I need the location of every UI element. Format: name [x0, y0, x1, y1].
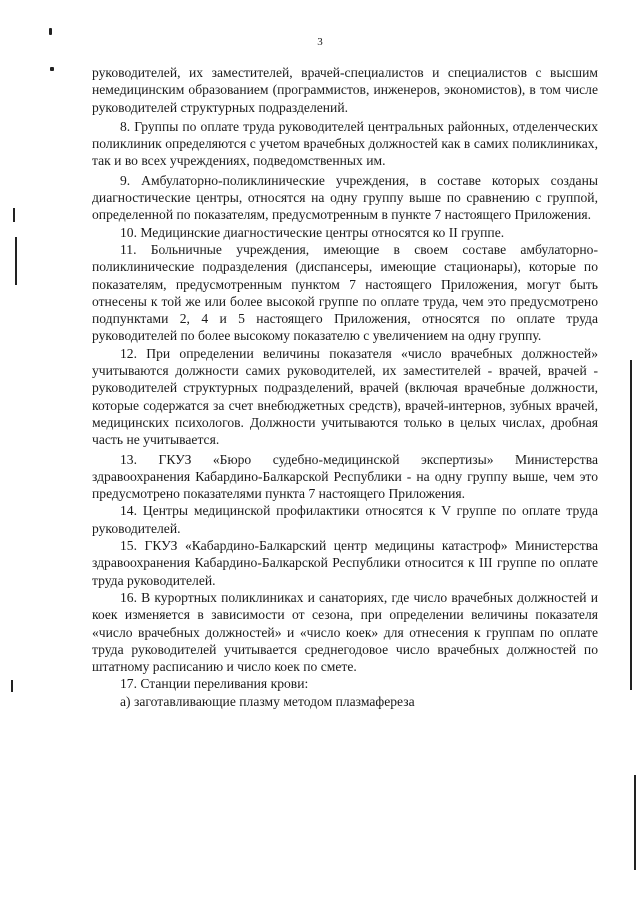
scan-artifact-line	[13, 208, 15, 222]
paragraph-item-10: 10. Медицинские диагностические центры относятся ко II группе.	[120, 224, 505, 240]
paragraph-item-9: 9. Амбулаторно-поликлинические учреждения, в составе которых созданы диагностические центры, относятся на одну группу выше по сравнению с группой, определенной по показателям, предусмотренным в пункте 7 настоящего Приложения.	[92, 172, 598, 223]
page-number: 3	[317, 36, 323, 48]
paragraph-item-11: 11. Больничные учреждения, имеющие в своем составе амбулаторно-поликлинические подразделения (диспансеры, имеющие стационары), которые по показателям, предусмотренным пунктом 7 настоящего Приложения, могут быть отнесены к той же или более высокой группе по оплате труда, чем это предусмотрено подпунктами 2, 4 и 5 настоящего Приложения, относятся по оплате труда руководителей по более высокому показателю с увеличением на одну группу.	[92, 241, 598, 344]
paragraph: руководителей, их заместителей, врачей-специалистов и специалистов с высшим немедицинским образованием (программистов, инженеров, экономистов), в том числе руководителей структурных подразделений.	[92, 65, 598, 115]
paragraph-item-13: 13. ГКУЗ «Бюро судебно-медицинской экспертизы» Министерства здравоохранения Кабардино-Балкарской Республики - на одну группу выше, чем это предусмотрено показателями пункта 7 настоящего Приложения.	[92, 451, 598, 502]
paragraph-item-16: 16. В курортных поликлиниках и санаториях, где число врачебных должностей и коек изменяется в зависимости от сезона, при определении величины показателя «число врачебных должностей» и «число коек» для отнесения к группам по оплате труда руководителей учитывается среднегодовое число врачебных должностей по штатному расписанию и число коек по смете.	[92, 589, 598, 675]
paragraph-item-17a: а) заготавливающие плазму методом плазмафереза	[120, 693, 415, 709]
paragraph-item-12: 12. При определении величины показателя «число врачебных должностей» учитываются должности самих руководителей, их заместителей - врачей, врачей - руководителей структурных подразделений, врачей (включая врачебные должности, которые содержатся за счет внебюджетных средств), врачей-интернов, зубных врачей, медицинских психологов. Должности учитываются только в целых числах, дробная часть не учитывается.	[92, 345, 598, 448]
paragraph-item-15: 15. ГКУЗ «Кабардино-Балкарский центр медицины катастроф» Министерства здравоохранения Кабардино-Балкарской Республики относится к III группе по оплате труда руководителей.	[92, 538, 598, 588]
scan-artifact-line	[630, 360, 632, 690]
paragraph-item-17: 17. Станции переливания крови:	[120, 676, 309, 692]
scan-artifact-line	[15, 237, 17, 285]
scan-artifact-line	[11, 680, 13, 692]
scan-artifact-line	[634, 775, 636, 870]
paragraph-item-8: 8. Группы по оплате труда руководителей центральных районных, отделенческих поликлиник определяются с учетом врачебных должностей как в самих поликлиниках, так и во всех учреждениях, подведомственных им.	[92, 118, 598, 169]
document-body	[92, 64, 598, 710]
scan-speck	[49, 28, 52, 35]
scan-speck	[50, 67, 54, 71]
paragraph-item-14: 14. Центры медицинской профилактики относятся к V группе по оплате труда руководителей.	[92, 503, 598, 536]
